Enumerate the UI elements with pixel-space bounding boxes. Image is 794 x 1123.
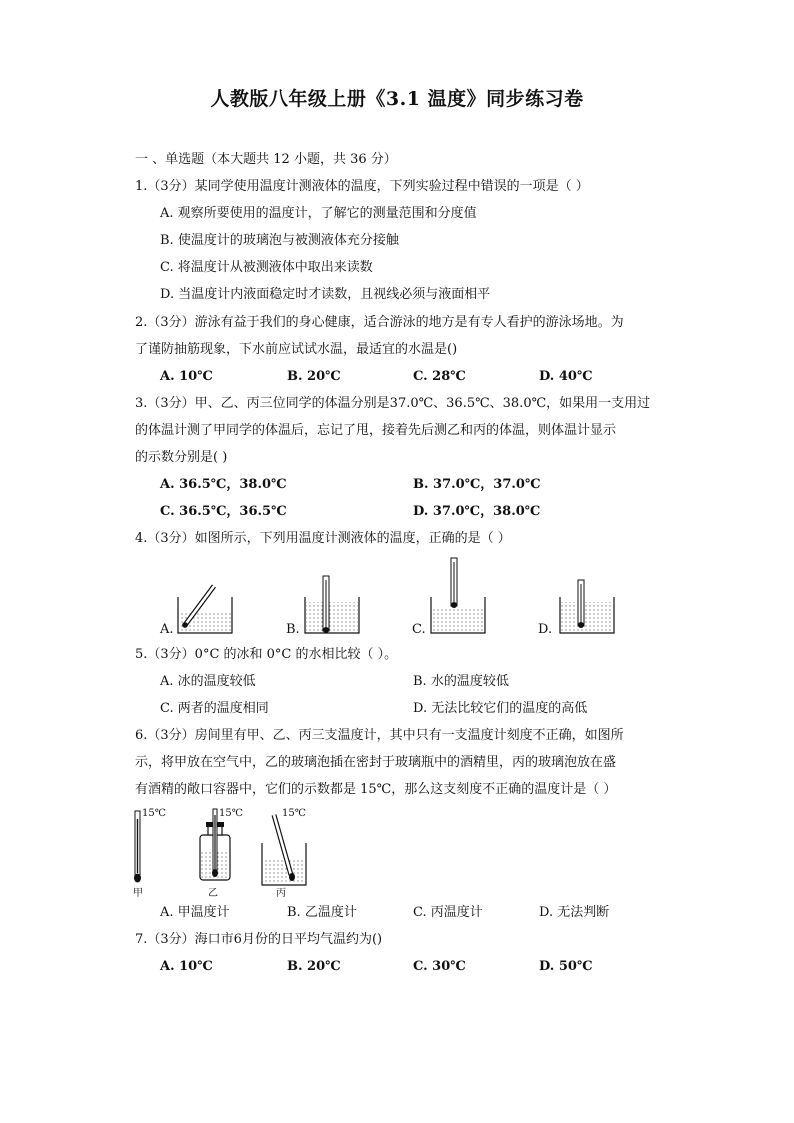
- q7-option-a[interactable]: A. 10℃: [160, 959, 213, 974]
- q5-option-b[interactable]: B. 水的温度较低: [413, 674, 509, 689]
- page-title: 人教版八年级上册《3.1 温度》同步练习卷: [210, 88, 584, 110]
- q4-option-d[interactable]: D.: [538, 622, 553, 637]
- q5-option-d[interactable]: D. 无法比较它们的温度的高低: [413, 701, 588, 716]
- section-heading: 一 、单选题（本大题共 12 小题，共 36 分）: [135, 152, 397, 167]
- q5-option-a[interactable]: A. 冰的温度较低: [160, 674, 256, 689]
- q4-option-c[interactable]: C.: [412, 622, 426, 637]
- q6-reading-bing: 15℃: [282, 808, 306, 819]
- q6-reading-yi: 15℃: [219, 808, 243, 819]
- q7-option-b[interactable]: B. 20℃: [287, 959, 341, 974]
- q5-stem: 5.（3分）0°C 的冰和 0°C 的水相比较（ ）。: [135, 647, 398, 662]
- q6-label-bing: 丙: [276, 888, 286, 899]
- q3-option-d[interactable]: D. 37.0℃，38.0℃: [413, 504, 541, 519]
- q3-stem-line3: 的示数分别是( ): [135, 450, 228, 465]
- q4-thermometer-b: [323, 576, 329, 633]
- q6-stem-line2: 示，将甲放在空气中，乙的玻璃泡插在密封于玻璃瓶中的酒精里，丙的玻璃泡放在盛: [135, 755, 617, 770]
- q3-option-c[interactable]: C. 36.5℃，36.5℃: [160, 504, 287, 519]
- q6-bottle-yi: [200, 809, 230, 880]
- q3-stem-line1: 3.（3分）甲、乙、丙三位同学的体温分别是37.0℃、36.5℃、38.0℃，如果用一支用过: [135, 396, 651, 411]
- q7-stem: 7.（3分）海口市6月份的日平均气温约为(): [135, 932, 383, 947]
- q2-stem-line2: 了谨防抽筋现象，下水前应试试水温，最适宜的水温是(): [135, 342, 458, 357]
- q6-stem-line1: 6.（3分）房间里有甲、乙、丙三支温度计，其中只有一支温度计刻度不正确，如图所: [135, 728, 624, 743]
- q4-option-a[interactable]: A.: [160, 622, 174, 637]
- q6-label-yi: 乙: [208, 888, 218, 899]
- q2-option-c[interactable]: C. 28℃: [413, 369, 466, 384]
- q4-beaker-d: [560, 580, 614, 633]
- q4-option-b[interactable]: B.: [286, 622, 300, 637]
- q1-option-d[interactable]: D. 当温度计内液面稳定时才读数，且视线必须与液面相平: [160, 287, 491, 302]
- q6-stem-line3: 有酒精的敞口容器中，它们的示数都是 15℃，那么这支刻度不正确的温度计是（ ）: [135, 782, 617, 797]
- q3-option-a[interactable]: A. 36.5℃，38.0℃: [160, 477, 287, 492]
- q1-option-c[interactable]: C. 将温度计从被测液体中取出来读数: [160, 260, 373, 275]
- q3-option-b[interactable]: B. 37.0℃，37.0℃: [413, 477, 541, 492]
- q7-option-d[interactable]: D. 50℃: [539, 959, 593, 974]
- q2-option-a[interactable]: A. 10℃: [160, 369, 213, 384]
- q6-option-d[interactable]: D. 无法判断: [539, 905, 610, 920]
- q1-option-b[interactable]: B. 使温度计的玻璃泡与被测液体充分接触: [160, 233, 399, 248]
- q4-beaker-c: [431, 558, 485, 633]
- q2-stem-line1: 2.（3分）游泳有益于我们的身心健康，适合游泳的地方是有专人看护的游泳场地。为: [135, 315, 624, 330]
- q2-option-b[interactable]: B. 20℃: [287, 369, 341, 384]
- q6-label-jia: 甲: [133, 888, 143, 899]
- q6-option-b[interactable]: B. 乙温度计: [287, 905, 357, 920]
- q4-beaker-b: [305, 576, 359, 633]
- q2-option-d[interactable]: D. 40℃: [539, 369, 593, 384]
- q3-stem-line2: 的体温计测了甲同学的体温后，忘记了甩，接着先后测乙和丙的体温，则体温计显示: [135, 423, 617, 438]
- q6-figure-thermometers: [128, 807, 348, 897]
- q6-option-a[interactable]: A. 甲温度计: [160, 905, 230, 920]
- q4-beaker-a: [178, 586, 232, 633]
- q7-option-c[interactable]: C. 30℃: [413, 959, 466, 974]
- q6-beaker-bing: [262, 815, 306, 885]
- q6-thermometer-jia: [134, 811, 141, 883]
- q6-reading-jia: 15℃: [142, 808, 166, 819]
- q4-stem: 4.（3分）如图所示，下列用温度计测液体的温度，正确的是（ ）: [135, 531, 511, 546]
- q1-stem: 1.（3分）某同学使用温度计测液体的温度，下列实验过程中错误的一项是（ ）: [135, 179, 589, 194]
- q1-option-a[interactable]: A. 观察所要使用的温度计，了解它的测量范围和分度值: [160, 206, 477, 221]
- q6-option-c[interactable]: C. 丙温度计: [413, 905, 483, 920]
- q4-thermometer-d: [578, 580, 584, 628]
- q4-thermometer-c: [451, 558, 457, 608]
- q5-option-c[interactable]: C. 两者的温度相同: [160, 701, 269, 716]
- q4-figure-beakers: [0, 552, 794, 642]
